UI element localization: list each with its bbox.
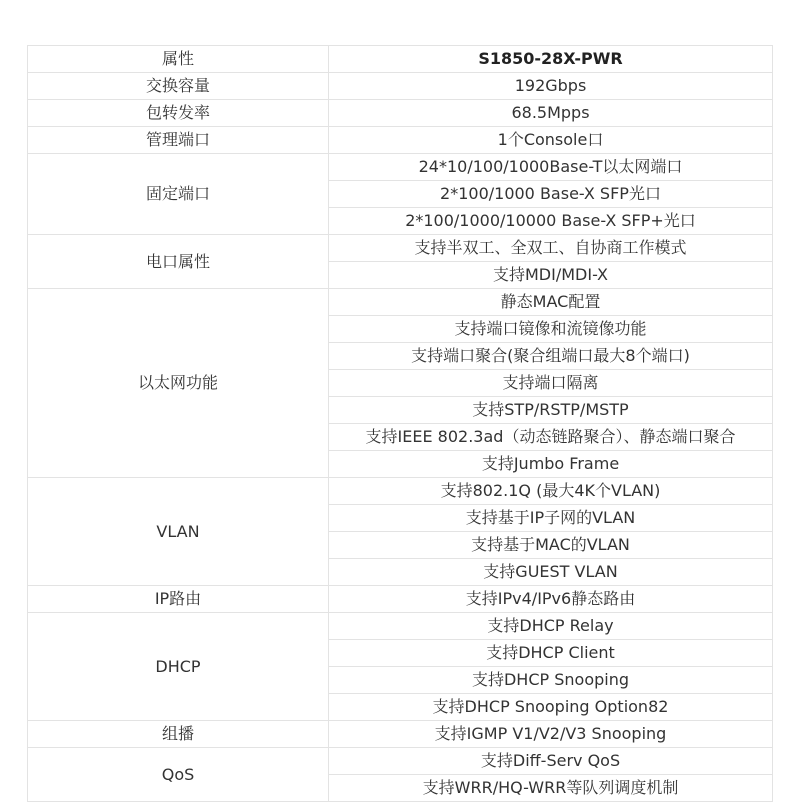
attribute-label-cell: 组播	[28, 721, 329, 748]
table-row	[28, 154, 773, 181]
table-row	[28, 289, 773, 316]
attribute-value-cell: 支持MDI/MDI-X	[329, 262, 773, 289]
table-row	[28, 73, 773, 100]
attribute-value-cell: 支持端口聚合(聚合组端口最大8个端口)	[329, 343, 773, 370]
attribute-value-cell: 支持端口镜像和流镜像功能	[329, 316, 773, 343]
attribute-value-cell: 支持GUEST VLAN	[329, 559, 773, 586]
attribute-value-cell: 支持IEEE 802.3ad（动态链路聚合）、静态端口聚合	[329, 424, 773, 451]
spec-table	[27, 45, 773, 802]
attribute-value-cell: 192Gbps	[329, 73, 773, 100]
attribute-value-cell: 支持基于IP子网的VLAN	[329, 505, 773, 532]
table-header-row	[28, 46, 773, 73]
attribute-label-cell: 固定端口	[28, 154, 329, 235]
attribute-value-cell: 支持Jumbo Frame	[329, 451, 773, 478]
attribute-value-cell: 支持基于MAC的VLAN	[329, 532, 773, 559]
attribute-value-cell: 支持802.1Q (最大4K个VLAN)	[329, 478, 773, 505]
table-row	[28, 721, 773, 748]
attribute-value-cell: 1个Console口	[329, 127, 773, 154]
attribute-value-cell: 支持DHCP Client	[329, 640, 773, 667]
attribute-value-cell: 支持Diff-Serv QoS	[329, 748, 773, 775]
attribute-value-cell: 支持DHCP Snooping	[329, 667, 773, 694]
table-row	[28, 748, 773, 775]
table-row	[28, 235, 773, 262]
attribute-label-cell: 包转发率	[28, 100, 329, 127]
attribute-value-cell: 支持DHCP Snooping Option82	[329, 694, 773, 721]
header-label-cell: 属性	[28, 46, 329, 73]
attribute-label-cell: QoS	[28, 748, 329, 802]
table-row	[28, 586, 773, 613]
attribute-value-cell: 68.5Mpps	[329, 100, 773, 127]
attribute-label-cell: DHCP	[28, 613, 329, 721]
attribute-value-cell: 支持DHCP Relay	[329, 613, 773, 640]
attribute-label-cell: 以太网功能	[28, 289, 329, 478]
attribute-value-cell: 支持WRR/HQ-WRR等队列调度机制	[329, 775, 773, 802]
table-row	[28, 100, 773, 127]
header-model-cell: S1850-28X-PWR	[329, 46, 773, 73]
attribute-value-cell: 支持IGMP V1/V2/V3 Snooping	[329, 721, 773, 748]
attribute-label-cell: 管理端口	[28, 127, 329, 154]
attribute-value-cell: 2*100/1000 Base-X SFP光口	[329, 181, 773, 208]
attribute-value-cell: 支持IPv4/IPv6静态路由	[329, 586, 773, 613]
attribute-value-cell: 24*10/100/1000Base-T以太网端口	[329, 154, 773, 181]
attribute-label-cell: VLAN	[28, 478, 329, 586]
attribute-label-cell: IP路由	[28, 586, 329, 613]
table-row	[28, 478, 773, 505]
attribute-label-cell: 电口属性	[28, 235, 329, 289]
attribute-value-cell: 2*100/1000/10000 Base-X SFP+光口	[329, 208, 773, 235]
attribute-value-cell: 支持STP/RSTP/MSTP	[329, 397, 773, 424]
table-row	[28, 613, 773, 640]
attribute-value-cell: 支持半双工、全双工、自协商工作模式	[329, 235, 773, 262]
attribute-value-cell: 支持端口隔离	[329, 370, 773, 397]
attribute-value-cell: 静态MAC配置	[329, 289, 773, 316]
table-row	[28, 127, 773, 154]
spec-table-body	[28, 46, 773, 802]
attribute-label-cell: 交换容量	[28, 73, 329, 100]
